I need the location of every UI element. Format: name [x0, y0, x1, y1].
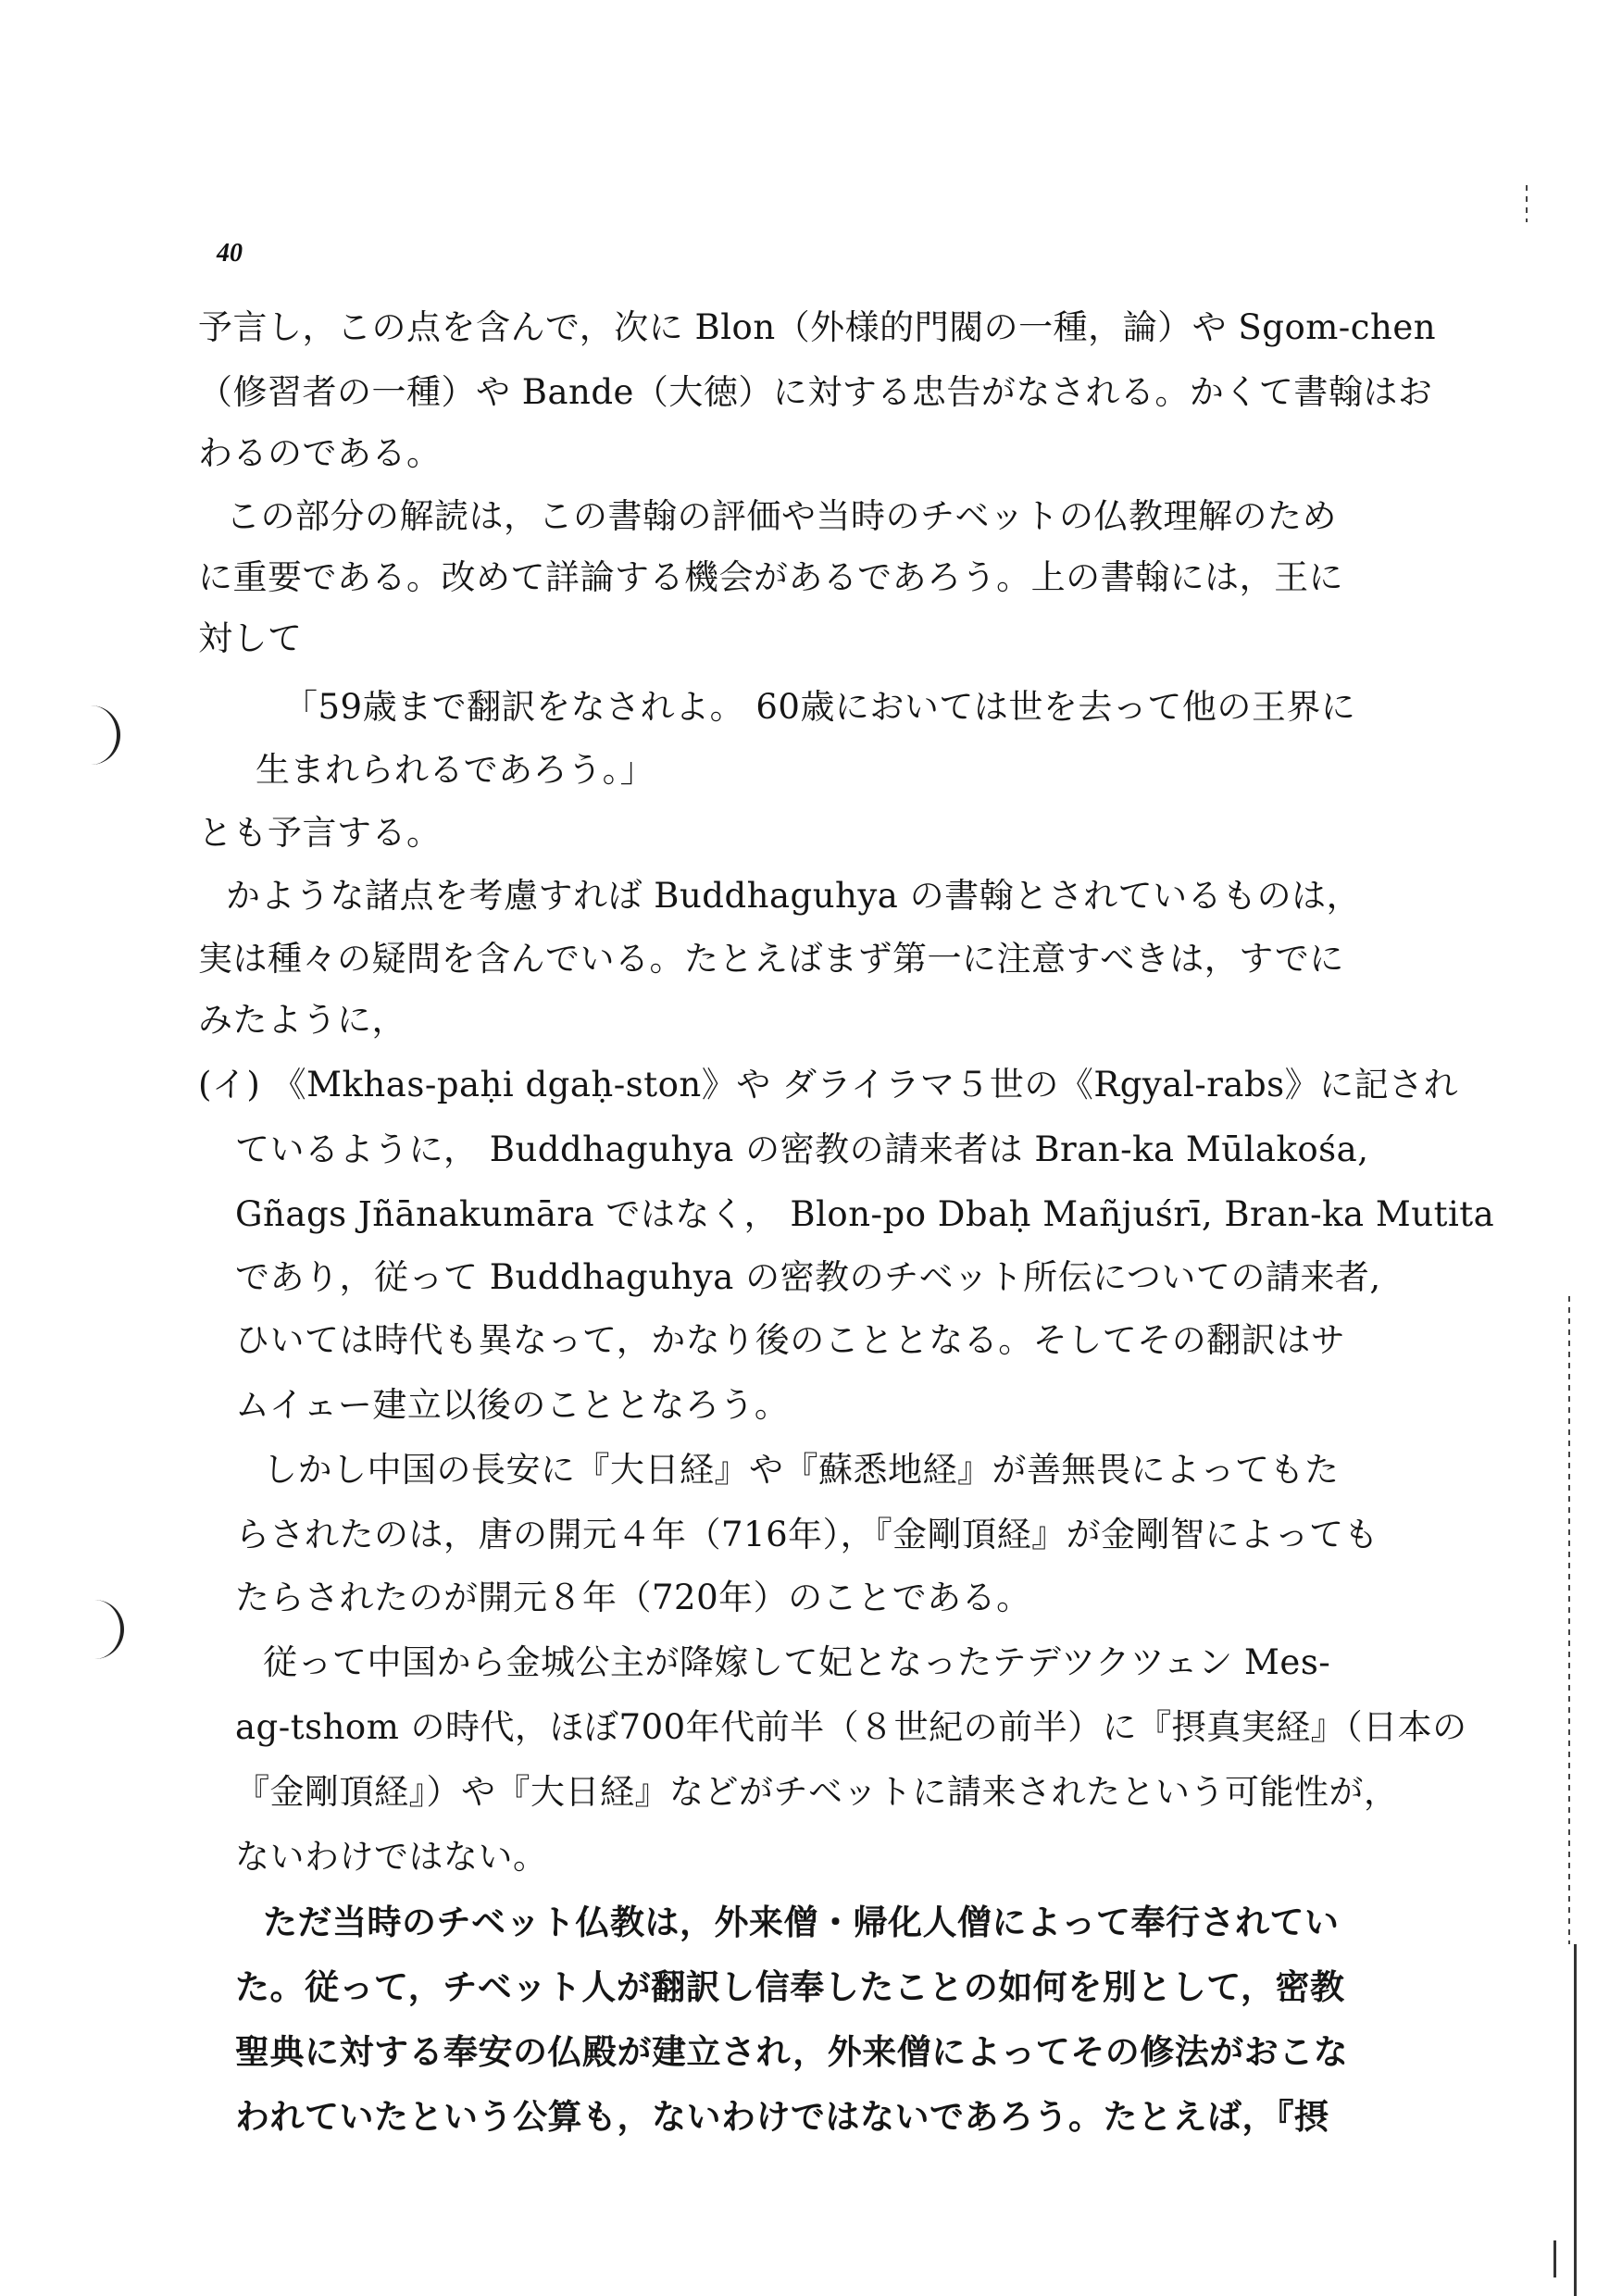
text-line: 予言し，この点を含んで，次に Blon（外様的門閥の一種，論）や Sgom-chen: [198, 307, 1437, 347]
text-line: 対して: [198, 618, 303, 658]
text-line: らされたのは，唐の開元４年（716年），『金剛頂経』が金剛智によっても: [235, 1515, 1379, 1554]
text-line: たらされたのが開元８年（720年）のことである。: [235, 1578, 1031, 1617]
text-line: とも予言する。: [198, 813, 442, 853]
list-item-line: ひいては時代も異なって，かなり後のこととなる。そしてその翻訳はサ: [235, 1320, 1346, 1360]
text-line: ただ当時のチベット仏教は，外来僧・帰化人僧によって奉行されてい: [263, 1902, 1340, 1942]
list-item-line: Gñags Jñānakumāra ではなく， Blon-po Dbaḥ Mañjuśrī, Bran-ka Mutita: [235, 1194, 1495, 1234]
list-item-line: であり，従って Buddhaguhya の密教のチベット所伝についての請来者,: [235, 1257, 1381, 1297]
quote-line: 生まれられるであろう。」: [256, 750, 655, 790]
quote-line: 「59歳まで翻訳をなされよ。 60歳においては世を去って他の王界に: [283, 687, 1356, 727]
text-line: しかし中国の長安に『大日経』や『蘇悉地経』が善無畏によってもた: [263, 1450, 1340, 1490]
scan-edge-mark: [1568, 1296, 1570, 1944]
text-line: 聖典に対する奉安の仏殿が建立され，外来僧によってその修法がおこな: [235, 2031, 1349, 2072]
text-line: かような諸点を考慮すれば Buddhaguhya の書翰とされているものは，: [226, 876, 1362, 916]
text-line: わるのである。: [198, 433, 442, 473]
scan-edge-mark: [1553, 2240, 1556, 2277]
text-line: この部分の解読は，この書翰の評価や当時のチベットの仏教理解のため: [226, 496, 1337, 536]
page-number: 40: [217, 239, 243, 268]
text-line: ag-tshom の時代，ほぼ700年代前半（８世紀の前半）に『摂真実経』（日本の: [235, 1707, 1467, 1747]
text-line: （修習者の一種）や Bande（大徳）に対する忠告がなされる。かくて書翰はお: [198, 372, 1433, 412]
binding-bracket-mark: [85, 705, 120, 765]
text-line: 『金剛頂経』）や『大日経』などがチベットに請来されたという可能性が，: [235, 1772, 1399, 1812]
text-line: に重要である。改めて詳論する機会があるであろう。上の書翰には，王に: [198, 557, 1344, 597]
list-item-line: (イ) 《Mkhas-paḥi dgaḥ-ston》や ダライラマ５世の《Rgyal-rabs》に記され: [198, 1065, 1459, 1104]
scan-edge-mark: [1526, 185, 1528, 222]
list-item-line: ムイェー建立以後のこととなろう。: [235, 1385, 790, 1425]
text-line: 実は種々の疑問を含んでいる。たとえばまず第一に注意すべきは，すでに: [198, 939, 1344, 979]
binding-bracket-mark: [89, 1600, 124, 1659]
text-line: われていたという公算も，ないわけではないであろう。たとえば，『摂: [235, 2096, 1329, 2137]
text-line: ないわけではない。: [235, 1837, 548, 1877]
scan-edge-line: [1574, 1944, 1577, 2296]
list-item-line: ているように， Buddhaguhya の密教の請来者は Bran-ka Mūlakośa,: [235, 1129, 1369, 1169]
text-line: みたように，: [198, 1000, 406, 1040]
text-line: 従って中国から金城公主が降嫁して妃となったテデツクツェン Mes-: [263, 1642, 1331, 1682]
text-line: た。従って，チベット人が翻訳し信奉したことの如何を別として，密教: [235, 1966, 1345, 2007]
